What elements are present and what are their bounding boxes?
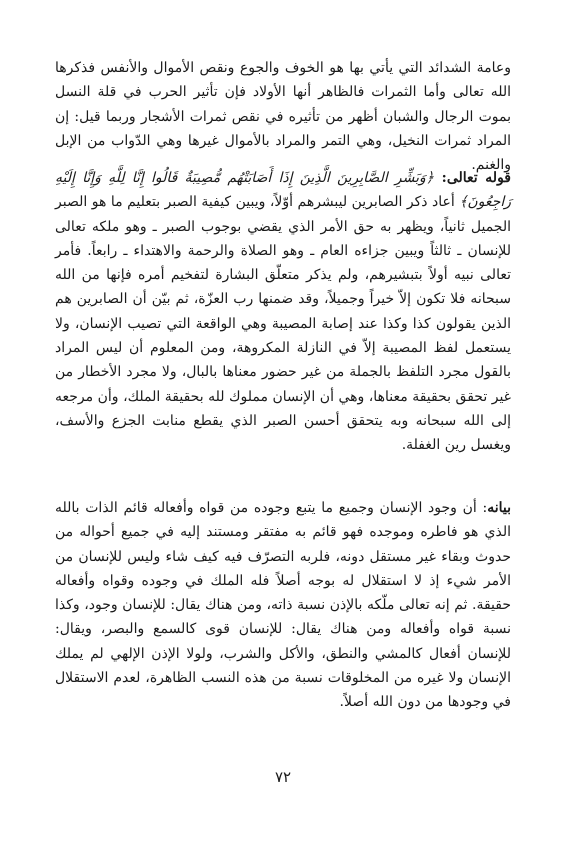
explanation-lead: بيانه [487,500,511,516]
page-number: ٧٢ [274,768,292,786]
explanation-body: : أن وجود الإنسان وجميع ما يتبع وجوده من قواه وأفعاله قائم الذات بالله الذي هو فاطره وموجده فهو قائم به مفتقر ومستند إليه في جميع أحواله من حدوث وبقاء غير مستقل دونه، فلربه التصرّف فيه كيف شاء وليس للإنسان من الأمر شيء إذ لا استقلال له بوجه أصلاً فله الملك في وجوده وقواه وأفعاله حقيقة. ثم إنه تعالى ملّكه بالإذن نسبة ذاته، ومن هناك يقال: للإنسان وجود، وكذا نسبة قواه وأفعاله ومن هناك يقال: للإنسان قوى كالسمع والبصر، ويقال: للإنسان أفعال كالمشي والنطق، والأكل والشرب، ولولا الإذن الإلهي لم يملك الإنسان ولا غيره من المخلوقات نسبة من هذه النسب الظاهرة، لعدم الاستقلال في وجودها من دون الله أصلاً. [55,500,511,711]
verse-commentary: أعاد ذكر الصابرين ليبشرهم أوّلاً، ويبين كيفية الصبر بتعليم ما هو الصبر الجميل ثانياً، ويظهر به حق الأمر الذي يقضي بوجوب الصبر ـ وهو ملكه تعالى للإنسان ـ ثالثاً ويبين جزاءه العام ـ وهو الصلاة والرحمة والاهتداء ـ رابعاً. فأمر تعالى نبيه أولاً بتبشيرهم، ولم يذكر متعلّق البشارة لتفخيم أمره فإنها من الله سبحانه فلا تكون إلاّ خيراً وجميلاً، وقد ضمنها رب العزّة، ثم بيّن أن الصابرين هم الذين يقولون كذا وكذا عند إصابة المصيبة وهي الواقعة التي تصيب الإنسان، ولا يستعمل لفظ المصيبة إلاّ في النازلة المكروهة، ومن المعلوم أن ليس المراد بالقول مجرد التلفظ بالجملة من غير حضور معناها بالبال، ولا مجرد الأخطار من غير تحقق بحقيقة معناها، وهي أن الإنسان مملوك لله بحقيقة الملك، وأن مرجعه إلى الله سبحانه وبه يتحقق أحسن الصبر الذي يقطع منابت الجزع والأسف، ويغسل رين الغفلة. [55,194,511,454]
paragraph-fruits-explanation: وعامة الشدائد التي يأتي بها هو الخوف والجوع ونقص الأموال والأنفس فذكرها الله تعالى وأما الثمرات فالظاهر أنها الأولاد فإن تأثير الحرب في قلة النسل بموت الرجال والشبان أظهر من تأثيره في نقص ثمرات الأشجار وربما قيل: إن المراد ثمرات النخيل، وهي التمر والمراد بالأموال غيرها وهي الدّواب من الإبل والغنم. [55,60,512,174]
paragraph-explanation [55,496,511,736]
page-text [55,56,511,736]
quran-verse: ﴿وَبَشِّرِ الصَّابِرِينَ الَّذِينَ إِذَا أَصَابَتْهُم مُّصِيبَةٌ قَالُوا إِنَّا لِلَّهِ وَإِنَّا إِلَيْهِ رَاجِعُونَ﴾ [55,170,511,211]
paragraph-patience-verse [55,166,511,480]
verse-intro: قوله تعالى: [434,170,511,186]
